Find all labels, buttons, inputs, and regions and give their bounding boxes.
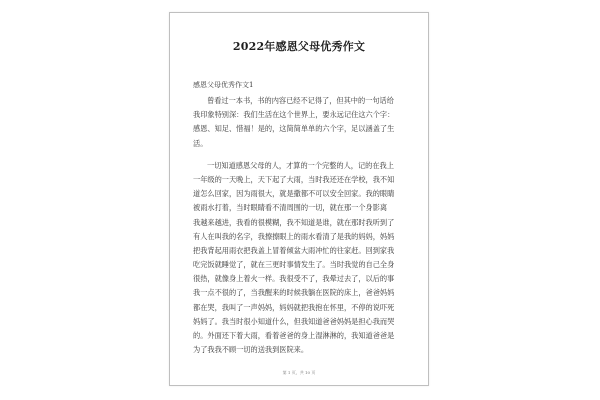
paragraph-line: 道怎么回家，因为雨很大，就是撒都不可以安全回家。我的眼睛 [193,189,395,199]
paragraph-line: 的。外面还下着大雨，看着爸爸的身上湿淋淋的，我知道爸爸是 [193,331,395,340]
paragraph-line: 曾看过一本书，书的内容已经不记得了，但其中的一句话给 [207,96,394,105]
paragraph-line: 妈妈了。我当时很小知道什么，但我知道爸爸妈妈是担心我而哭 [193,316,395,326]
paragraph-gap [193,151,411,159]
paragraph-1 [193,94,411,151]
section-title: 感恩父母优秀作文1 [193,81,254,89]
paragraph-line: 我越来越进，我看的很模糊，我不知道是谁，就在那时我听到了 [193,217,395,227]
paragraph-line: 感恩、知足、惜福！是的，这简简单单的六个字，足以涵盖了生 [193,124,395,134]
paragraph-2 [193,159,411,358]
document-body [193,94,411,357]
paragraph-line: 吃完饭就睡觉了，就在三更时事情发生了。当时我觉的自己全身 [193,260,395,270]
page-footer: 第 1 页，共 10 页 [282,370,316,375]
paragraph-line: 被雨水打着，当时眼睛看不清周围的一切，就在那一个身影离 [193,203,388,213]
paragraph-line: 都在哭，我叫了一声妈妈，妈妈就把我抱在怀里，不停的说吓死 [193,302,395,312]
paragraph-line: 一切知道感恩父母的人，才算的一个完整的人，记的在我上 [207,160,394,170]
paragraph-line: 很热，就像身上着火一样。我很受不了，我晕过去了，以后的事 [193,274,395,284]
paragraph-line: 我一点不很的了，当我醒来的时候我躺在医院的床上，爸爸妈妈 [193,288,395,298]
paragraph-line: 我印象特别深：我们生活在这个世界上，要永远记住这六个字： [193,110,395,120]
paragraph-line: 为了我我不顾一切的送我到医院来。 [193,345,309,355]
paragraph-line: 把我背起用雨衣把我盖上冒着倾盆大雨冲忙的往家赶。回到家我 [193,245,395,255]
paragraph-line: 活。 [193,138,208,148]
paragraph-line: 一年级的一天晚上，天下起了大雨，当时我还还在学校，我不知 [193,174,395,184]
document-title: 2022年感恩父母优秀作文 [232,40,366,53]
document-page [169,12,429,386]
paragraph-line: 有人在叫我的名字，我擦擦眼上的雨水看清了是我的妈妈，妈妈 [193,231,395,241]
